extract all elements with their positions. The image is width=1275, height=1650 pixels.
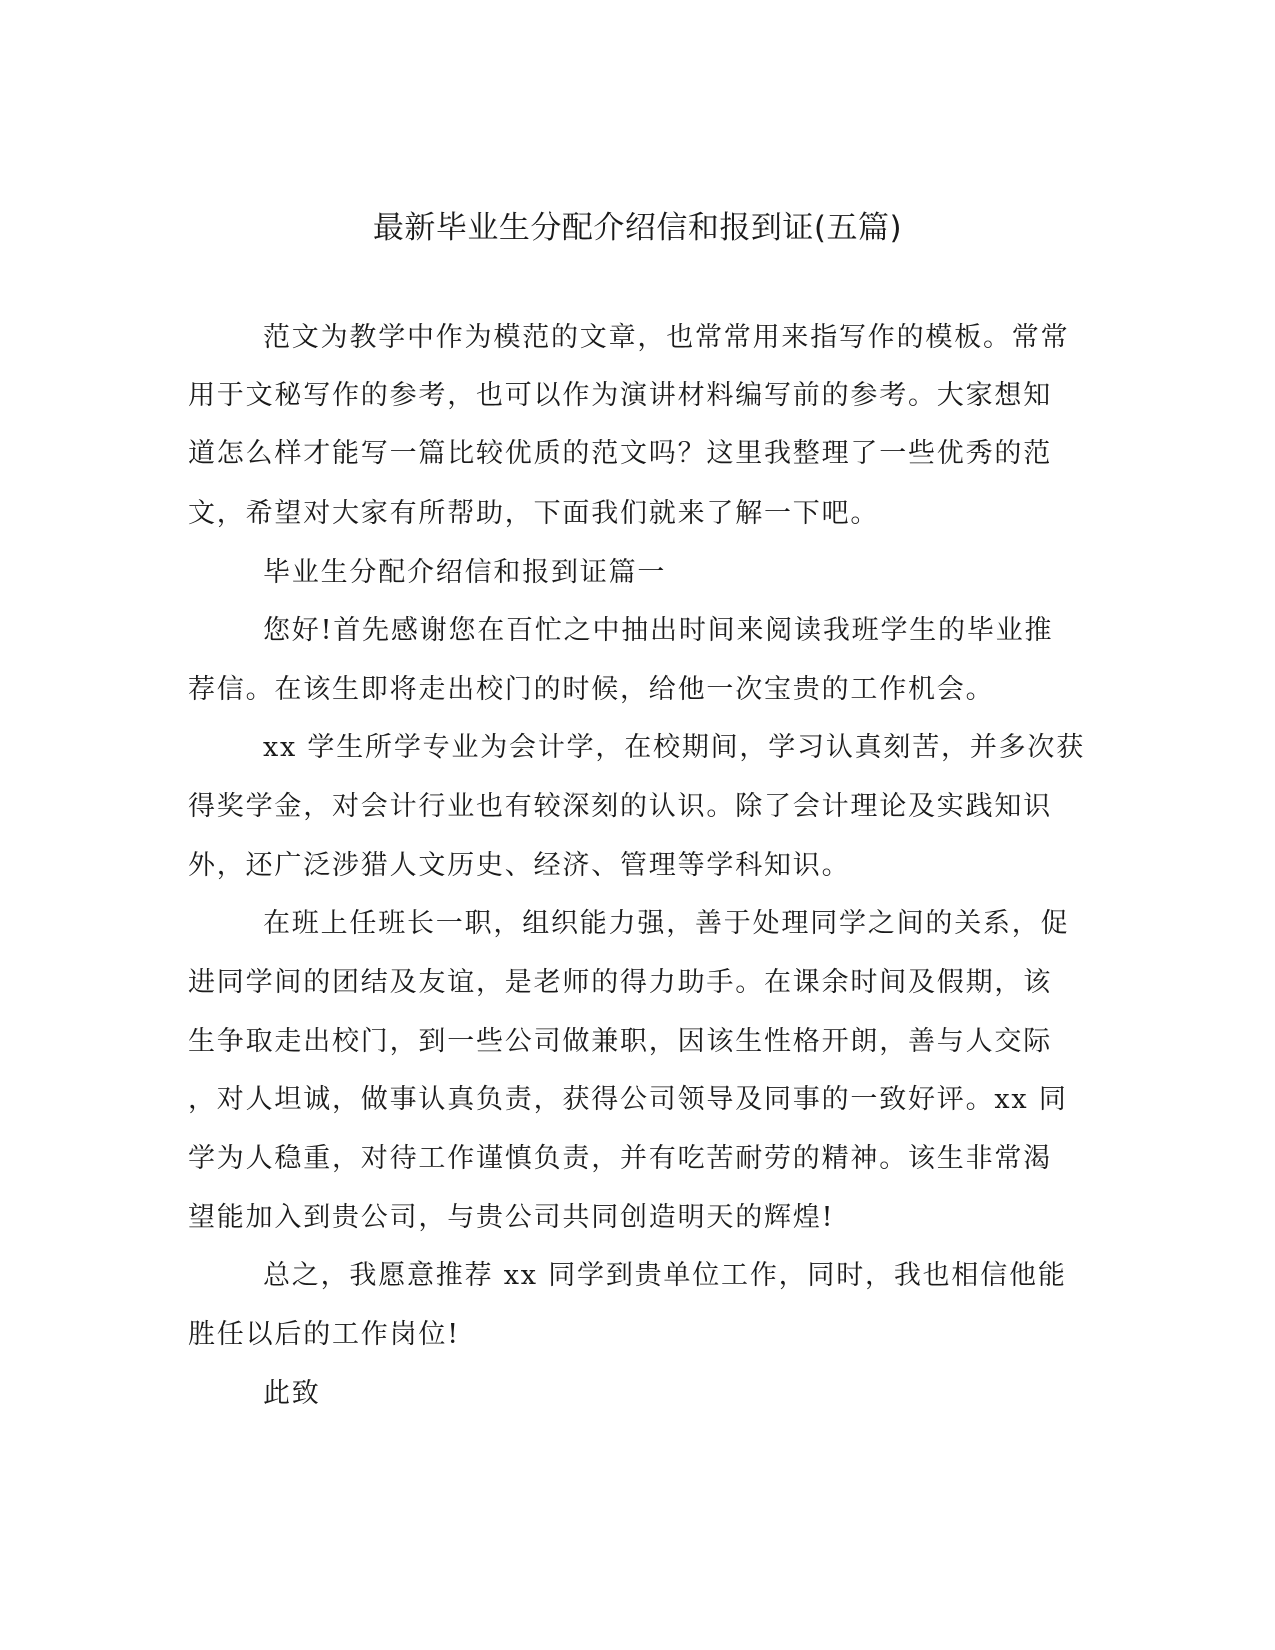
paragraph-line: 得奖学金，对会计行业也有较深刻的认识。除了会计理论及实践知识: [188, 791, 1052, 822]
paragraph-line: 用于文秘写作的参考，也可以作为演讲材料编写前的参考。大家想知: [188, 380, 1052, 411]
paragraph-line: 文，希望对大家有所帮助，下面我们就来了解一下吧。: [188, 498, 880, 529]
paragraph-line: 在班上任班长一职，组织能力强，善于处理同学之间的关系，促: [263, 908, 1070, 939]
paragraph-line: 生争取走出校门，到一些公司做兼职，因该生性格开朗，善与人交际: [188, 1026, 1052, 1057]
paragraph-line: 您好!首先感谢您在百忙之中抽出时间来阅读我班学生的毕业推: [263, 615, 1054, 646]
section-heading: 毕业生分配介绍信和报到证篇一: [263, 557, 667, 588]
paragraph-line: ，对人坦诚，做事认真负责，获得公司领导及同事的一致好评。xx 同: [188, 1084, 1068, 1115]
paragraph-line: 进同学间的团结及友谊，是老师的得力助手。在课余时间及假期，该: [188, 967, 1052, 998]
paragraph-line: 外，还广泛涉猎人文历史、经济、管理等学科知识。: [188, 850, 851, 881]
paragraph-line: 荐信。在该生即将走出校门的时候，给他一次宝贵的工作机会。: [188, 674, 995, 705]
paragraph-line: xx 学生所学专业为会计学，在校期间，学习认真刻苦，并多次获: [263, 732, 1086, 763]
paragraph-line: 范文为教学中作为模范的文章，也常常用来指写作的模板。常常: [263, 322, 1070, 353]
paragraph-line: 学为人稳重，对待工作谨慎负责，并有吃苦耐劳的精神。该生非常渴: [188, 1143, 1052, 1174]
paragraph-line: 望能加入到贵公司，与贵公司共同创造明天的辉煌!: [188, 1202, 835, 1233]
paragraph-line: 总之，我愿意推荐 xx 同学到贵单位工作，同时，我也相信他能: [263, 1260, 1067, 1291]
document-title: 最新毕业生分配介绍信和报到证(五篇): [372, 210, 903, 246]
paragraph-line: 道怎么样才能写一篇比较优质的范文吗？这里我整理了一些优秀的范: [188, 438, 1052, 469]
closing-line: 此致: [263, 1378, 321, 1409]
paragraph-line: 胜任以后的工作岗位!: [188, 1319, 460, 1350]
